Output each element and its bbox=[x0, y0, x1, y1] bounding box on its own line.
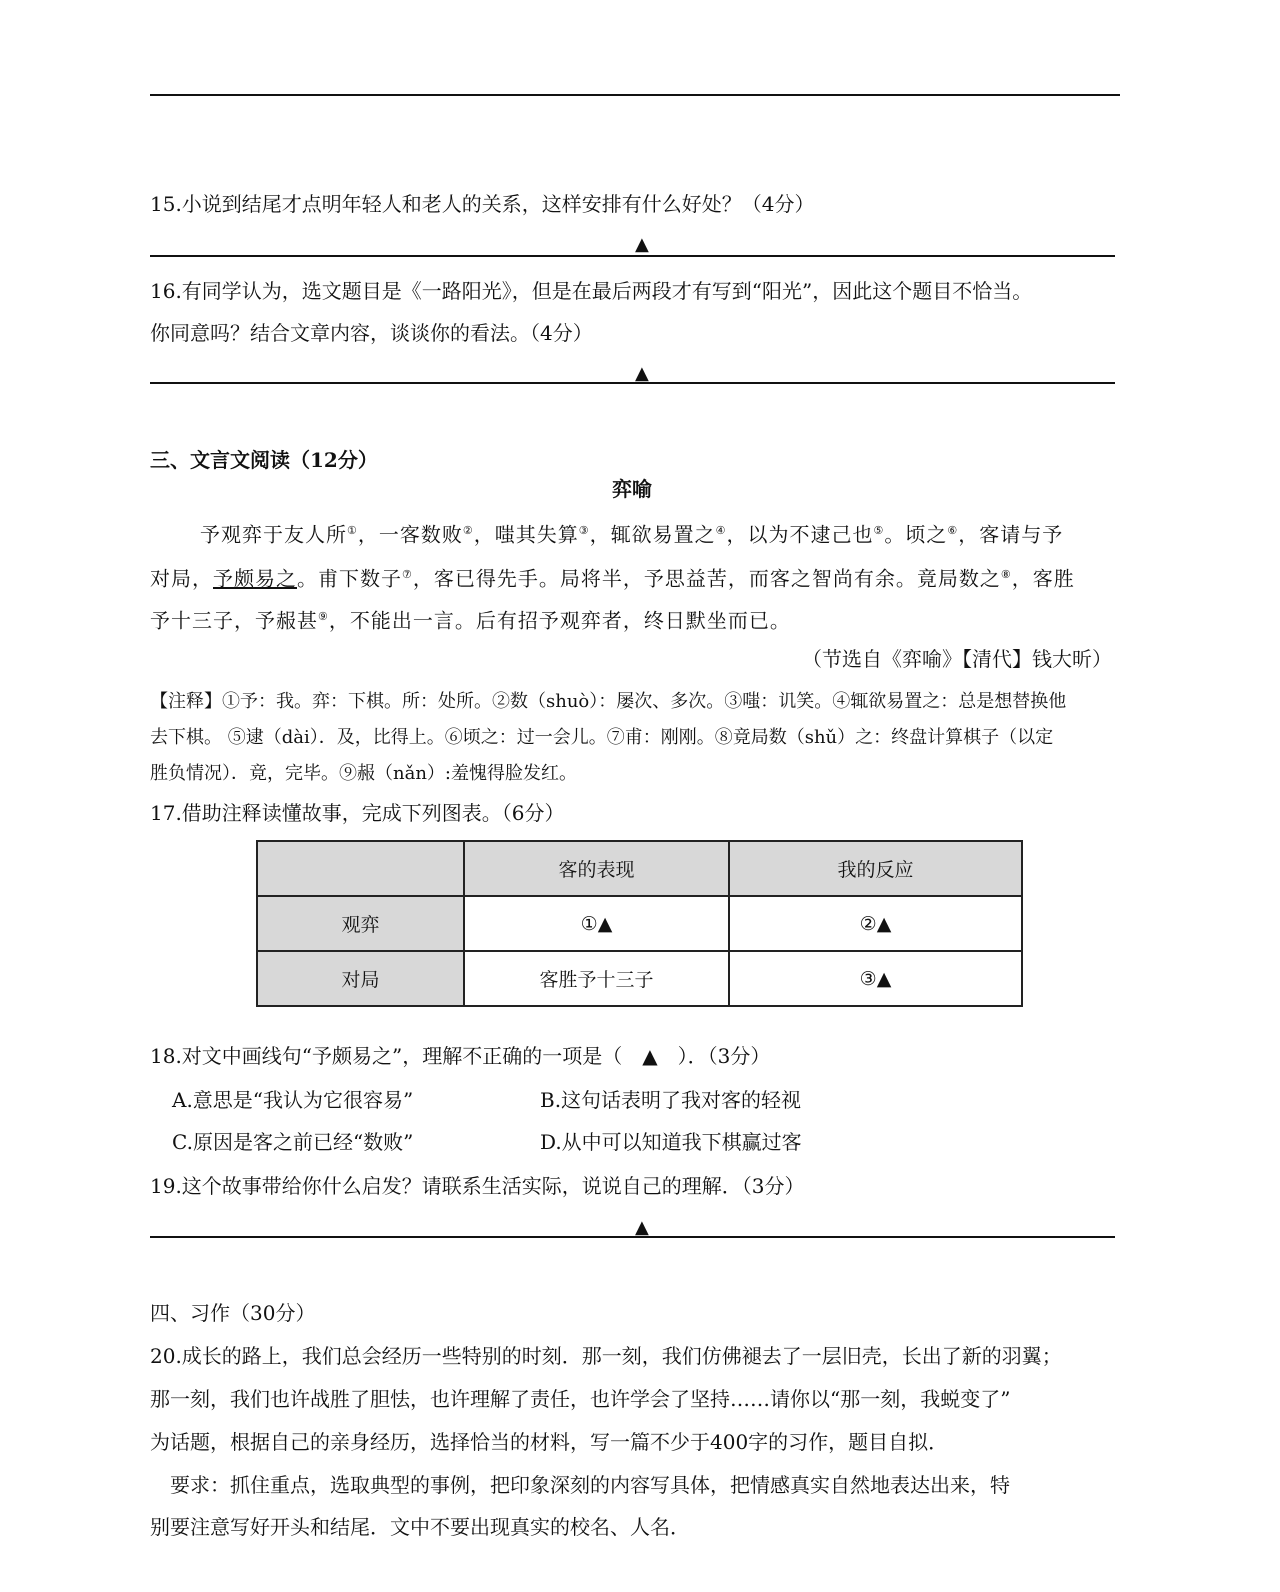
option-a[interactable]: A.意思是“我认为它很容易” bbox=[172, 1088, 414, 1112]
question-16-line1: 16.有同学认为，选文题目是《一路阳光》，但是在最后两段才有写到“阳光”，因此这个题目不恰当。 bbox=[150, 279, 1033, 303]
requirements-line2: 别要注意写好开头和结尾．文中不要出现真实的校名、人名． bbox=[150, 1515, 690, 1539]
answer-line-15[interactable] bbox=[150, 255, 1115, 257]
underlined-sentence: 予颇易之 bbox=[213, 566, 297, 591]
row-label: 观弈 bbox=[257, 896, 464, 951]
table-cell[interactable]: ②▲ bbox=[729, 896, 1022, 951]
passage-title: 弈喻 bbox=[612, 477, 652, 501]
answer-table bbox=[256, 840, 1023, 1007]
question-16-line2: 你同意吗？结合文章内容，谈谈你的看法。（4分） bbox=[150, 321, 593, 345]
table-cell[interactable]: ①▲ bbox=[464, 896, 729, 951]
passage-line-2: 对局，予颇易之。甫下数子⑦，客已得先手。局将半，予思益苦，而客之智尚有余。竟局数之⑧，客胜 bbox=[150, 566, 1075, 591]
answer-mark: ▲ bbox=[635, 234, 649, 255]
question-15: 15.小说到结尾才点明年轻人和老人的关系，这样安排有什么好处？（4分） bbox=[150, 192, 815, 216]
section-3-heading: 三、文言文阅读（12分） bbox=[150, 448, 378, 472]
table-header: 客的表现 bbox=[464, 841, 729, 896]
option-d[interactable]: D.从中可以知道我下棋赢过客 bbox=[540, 1130, 802, 1154]
passage-line-1: 予观弈于友人所①，一客数败②，嗤其失算③，辄欲易置之④，以为不逮己也⑤。顷之⑥，客请与予 bbox=[200, 522, 1064, 547]
answer-mark: ▲ bbox=[635, 363, 649, 384]
row-label: 对局 bbox=[257, 951, 464, 1006]
notes-line-2: 去下棋。 ⑤逮（dài）．及，比得上。⑥顷之：过一会儿。⑦甫：刚刚。⑧竟局数（shǔ）之：终盘计算棋子（以定 bbox=[150, 727, 1054, 748]
option-b[interactable]: B.这句话表明了我对客的轻视 bbox=[540, 1088, 802, 1112]
question-17: 17.借助注释读懂故事，完成下列图表。（6分） bbox=[150, 801, 565, 825]
table-header: 我的反应 bbox=[729, 841, 1022, 896]
section-4-heading: 四、习作（30分） bbox=[150, 1301, 316, 1325]
table-row bbox=[257, 896, 1022, 951]
question-20-line2: 那一刻，我们也许战胜了胆怯，也许理解了责任，也许学会了坚持……请你以“那一刻，我蜕变了” bbox=[150, 1387, 1011, 1411]
table-header-row bbox=[257, 841, 1022, 896]
answer-mark: ▲ bbox=[635, 1217, 649, 1238]
table-row bbox=[257, 951, 1022, 1006]
notes-line-3: 胜负情况）．竟，完毕。⑨赧（nǎn）:羞愧得脸发红。 bbox=[150, 763, 577, 784]
question-19: 19.这个故事带给你什么启发？请联系生活实际，说说自己的理解．（3分） bbox=[150, 1174, 805, 1198]
passage-source: （节选自《弈喻》【清代】钱大昕） bbox=[802, 647, 1112, 671]
question-20-line3: 为话题，根据自己的亲身经历，选择恰当的材料，写一篇不少于400字的习作，题目自拟． bbox=[150, 1430, 949, 1454]
answer-line-19[interactable] bbox=[150, 1236, 1115, 1238]
requirements-line1: 要求：抓住重点，选取典型的事例，把印象深刻的内容写具体，把情感真实自然地表达出来，特 bbox=[150, 1473, 1010, 1497]
answer-line-16[interactable] bbox=[150, 382, 1115, 384]
question-18: 18.对文中画线句“予颇易之”，理解不正确的一项是（ ▲ ）．（3分） bbox=[150, 1044, 771, 1068]
question-20-line1: 20.成长的路上，我们总会经历一些特别的时刻．那一刻，我们仿佛褪去了一层旧壳，长出了新的羽翼； bbox=[150, 1344, 1062, 1368]
option-c[interactable]: C.原因是客之前已经“数败” bbox=[172, 1130, 414, 1154]
table-header bbox=[257, 841, 464, 896]
top-rule bbox=[150, 94, 1120, 96]
table-cell: 客胜予十三子 bbox=[464, 951, 729, 1006]
notes-line-1: 【注释】①予：我。弈：下棋。所：处所。②数（shuò）：屡次、多次。③嗤：讥笑。④辄欲易置之：总是想替换他 bbox=[150, 691, 1067, 712]
passage-line-3: 予十三子，予赧甚⑨，不能出一言。后有招予观弈者，终日默坐而已。 bbox=[150, 608, 791, 633]
table-cell[interactable]: ③▲ bbox=[729, 951, 1022, 1006]
